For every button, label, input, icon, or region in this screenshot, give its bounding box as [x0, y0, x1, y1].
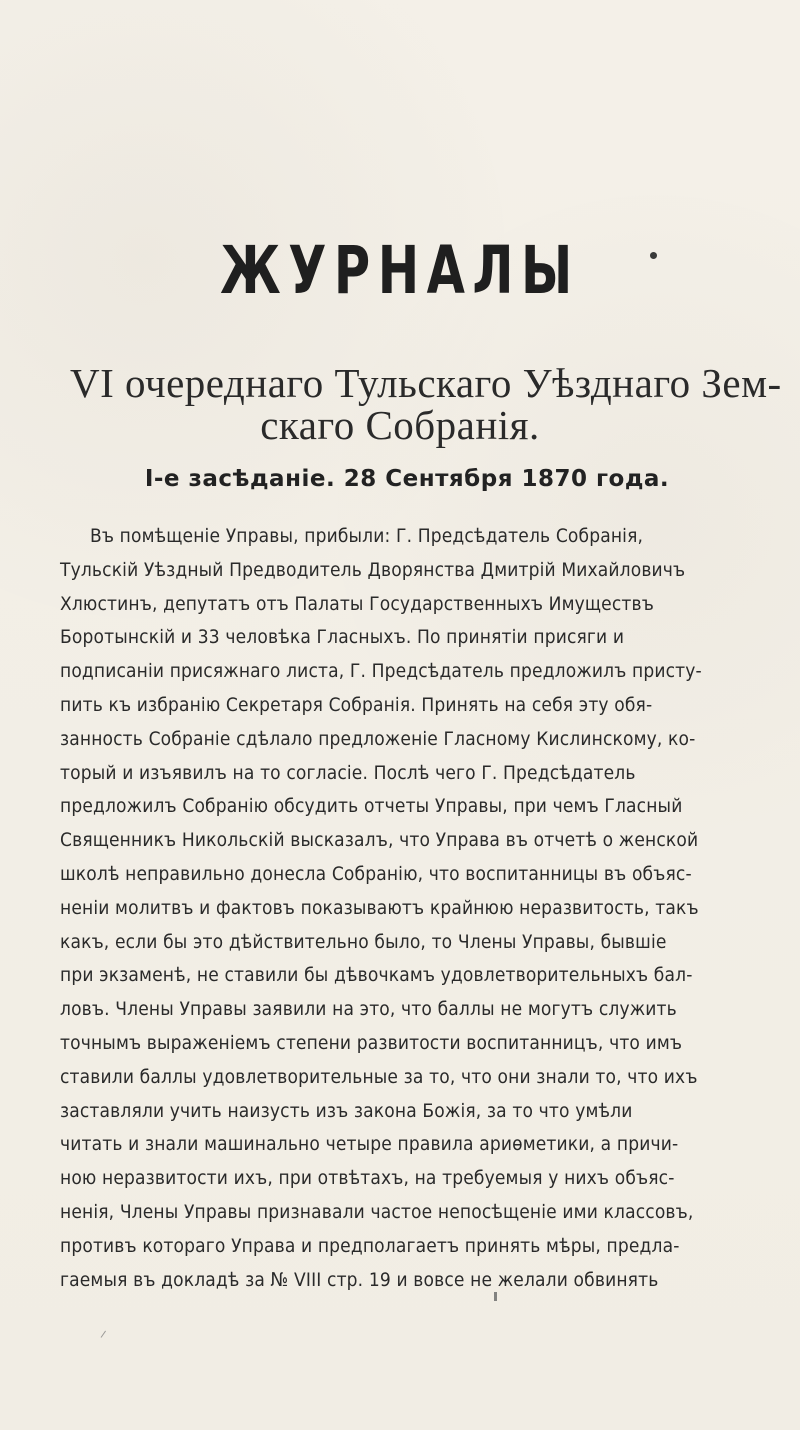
body-line: читать и знали машинально четыре правила ариѳметики, а причи-: [60, 1133, 679, 1156]
body-line: Въ помѣщеніе Управы, прибыли: Г. Предсѣдатель Собранія,: [90, 525, 644, 547]
subtitle-line-2: скаго Собранія.: [260, 402, 540, 448]
body-line: подписаніи присяжнаго листа, Г. Предсѣдатель предложилъ присту-: [60, 660, 702, 683]
subtitle-line-1: VI очереднаго Тульскаго Уѣзднаго Зем-: [70, 360, 782, 406]
body-line: ставили баллы удовлетворительные за то, что они знали то, что ихъ: [60, 1065, 698, 1088]
body-line: Тульскій Уѣздный Предводитель Дворянства Дмитрій Михайловичъ: [60, 558, 686, 581]
body-line: пить къ избранію Секретаря Собранія. Принять на себя эту обя-: [60, 693, 653, 716]
body-line: Хлюстинъ, депутатъ отъ Палаты Государственныхъ Имуществъ: [60, 592, 654, 615]
document-title: ЖУРНАЛЫ: [220, 232, 580, 309]
body-line: школѣ неправильно донесла Собранію, что воспитанницы въ объяс-: [60, 862, 692, 885]
document-body: [60, 520, 742, 1297]
body-line: гаемыя въ докладѣ за № VIII стр. 19 и вовсе не желали обвинять: [60, 1268, 659, 1291]
body-line: Священникъ Никольскій высказалъ, что Управа въ отчетѣ о женской: [60, 829, 699, 852]
body-line: при экзаменѣ, не ставили бы дѣвочкамъ удовлетворительныхъ бал-: [60, 964, 693, 987]
page-mark: [494, 1292, 497, 1301]
print-dot-mark: [650, 252, 657, 259]
body-line: противъ котораго Управа и предполагаетъ принять мѣры, предла-: [60, 1234, 680, 1257]
body-line: торый и изъявилъ на то согласіе. Послѣ чего Г. Предсѣдатель: [60, 761, 636, 784]
body-line: предложилъ Собранію обсудить отчеты Управы, при чемъ Гласный: [60, 795, 683, 818]
body-line: занность Собраніе сдѣлало предложеніе Гласному Кислинскому, ко-: [60, 727, 696, 750]
pencil-mark: [101, 1331, 106, 1338]
body-line: ловъ. Члены Управы заявили на это, что баллы не могутъ служить: [60, 998, 677, 1021]
body-line: Боротынскій и 33 человѣка Гласныхъ. По принятіи присяги и: [60, 626, 625, 649]
body-line: неніи молитвъ и фактовъ показываютъ крайнюю неразвитость, такъ: [60, 896, 699, 919]
body-line: какъ, если бы это дѣйствительно было, то Члены Управы, бывшіе: [60, 930, 667, 953]
session-heading: I-е засѣданіе. 28 Сентября 1870 года.: [144, 466, 670, 492]
body-line: ною неразвитости ихъ, при отвѣтахъ, на требуемыя у нихъ объяс-: [60, 1167, 675, 1190]
body-line: ненія, Члены Управы признавали частое непосѣщеніе ими классовъ,: [60, 1200, 694, 1223]
body-line: заставляли учить наизусть изъ закона Божія, за то что умѣли: [60, 1099, 633, 1122]
document-subtitle: [70, 360, 782, 448]
body-line: точнымъ выраженіемъ степени развитости воспитанницъ, что имъ: [60, 1031, 683, 1054]
